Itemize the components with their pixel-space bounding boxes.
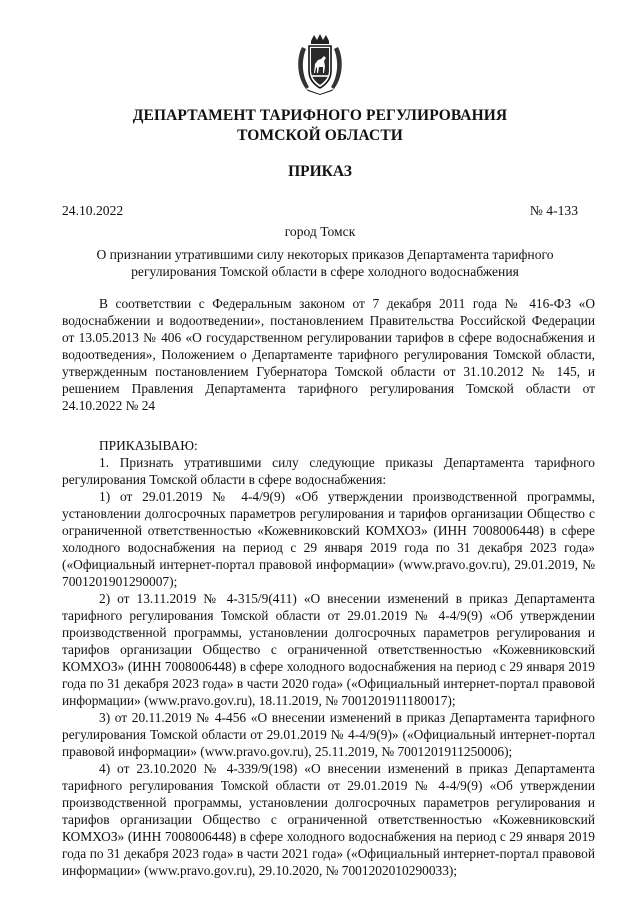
list-item: 1) от 29.01.2019 № 4-4/9(9) «Об утверждении производственной программы, установлении долгосрочных параметров регулирования и тарифов организации Общество с ограниченной ответственностью «Кожевниковский КОМХОЗ» (ИНН 7008006448) в сфере холодного водоснабжения на период с 29 января 2019 года по 31 декабря 2023 года» («Официальный интернет-портал правовой информации» (www.pravo.gov.ru), 29.01.2019, № 7001201901290007); bbox=[62, 489, 595, 589]
order-word: ПРИКАЗЫВАЮ: bbox=[99, 438, 198, 453]
document-title: О признании утратившими силу некоторых приказов Департамента тарифного регулирования Томской области в сфере холодного водоснабжения bbox=[96, 247, 554, 279]
coat-of-arms-icon bbox=[294, 33, 346, 95]
preamble-paragraph: В соответствии с Федеральным законом от 7 декабря 2011 года № 416-ФЗ «О водоснабжении и водоотведении», постановлением Правительства Российской Федерации от 13.05.2013 № 406 «О государственном регулировании тарифов в сфере водоснабжения и водоотведения», Положением о Департаменте тарифного регулирования Томской области, утвержденным постановлением Губернатора Томской области от 31.10.2012 № 145, и решением Правления Департамента тарифного регулирования Томской области от 24.10.2022 № 24 bbox=[62, 296, 595, 413]
organization-name bbox=[0, 106, 640, 146]
document-type: ПРИКАЗ bbox=[288, 163, 352, 180]
document-number: № 4-133 bbox=[529, 203, 578, 218]
list-item: 4) от 23.10.2020 № 4-339/9(198) «О внесении изменений в приказ Департамента тарифного регулирования Томской области от 29.01.2019 № 4-4/9(9) «Об утверждении производственной программы, установлении долгосрочных параметров регулирования и тарифов организации Общество с ограниченной ответственностью «Кожевниковский КОМХОЗ» (ИНН 7008006448) в сфере холодного водоснабжения на период с 29 января 2019 года по 31 декабря 2023 года» в части 2021 года» («Официальный интернет-портал правовой информации» (www.pravo.gov.ru), 29.10.2020, № 7001202010290033); bbox=[62, 761, 595, 878]
organization-name-line2: ТОМСКОЙ ОБЛАСТИ bbox=[237, 127, 403, 144]
list-item: 3) от 20.11.2019 № 4-456 «О внесении изменений в приказ Департамента тарифного регулирования Томской области от 29.01.2019 № 4-4/9(9)» («Официальный интернет-портал правовой информации» (www.pravo.gov.ru), 25.11.2019, № 7001201911250006); bbox=[62, 710, 595, 759]
document-body bbox=[62, 295, 595, 879]
clause-1: 1. Признать утратившими силу следующие приказы Департамента тарифного регулирования Томской области в сфере водоснабжения: bbox=[62, 455, 595, 487]
document-city: город Томск bbox=[284, 224, 356, 239]
document-date: 24.10.2022 bbox=[62, 203, 124, 218]
list-item: 2) от 13.11.2019 № 4-315/9(411) «О внесении изменений в приказ Департамента тарифного регулирования Томской области от 29.01.2019 № 4-4/9(9) «Об утверждении производственной программы, установлении долгосрочных параметров регулирования и тарифов организации Общество с ограниченной ответственностью «Кожевниковский КОМХОЗ» (ИНН 7008006448) в сфере холодного водоснабжения на период с 29 января 2019 года по 31 декабря 2023 года» в части 2020 года» («Официальный интернет-портал правовой информации» (www.pravo.gov.ru), 18.11.2019, № 7001201911180017); bbox=[62, 591, 595, 708]
organization-name-line1: ДЕПАРТАМЕНТ ТАРИФНОГО РЕГУЛИРОВАНИЯ bbox=[132, 107, 508, 124]
